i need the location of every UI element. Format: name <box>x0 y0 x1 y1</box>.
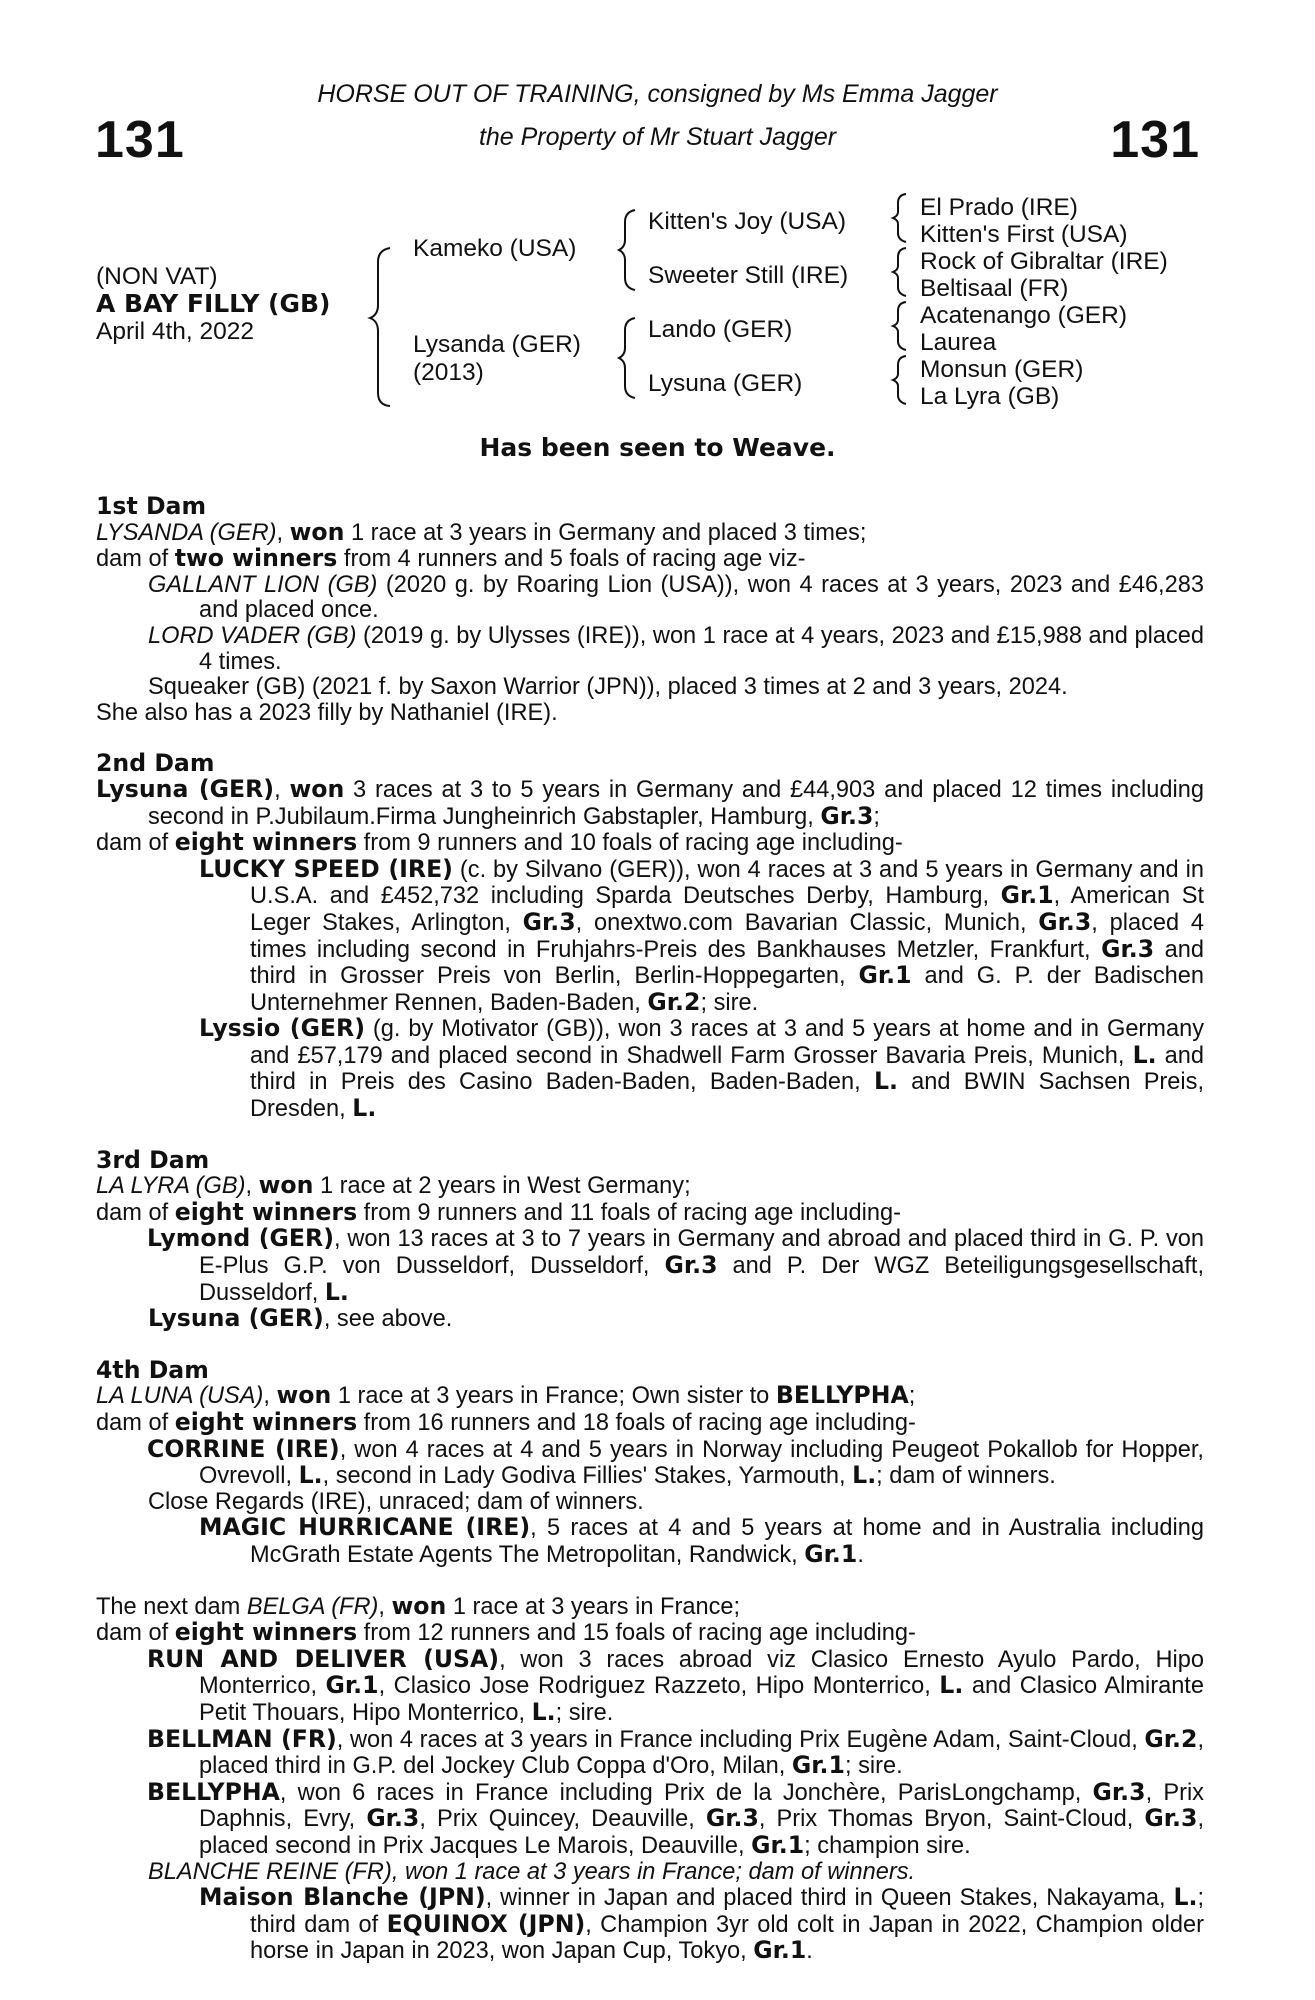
offspring-entry <box>96 1644 1204 1727</box>
text: 1 race at 3 years in France; <box>446 1593 741 1620</box>
grandsire-paternal: Kitten's Joy (USA) <box>648 208 847 235</box>
offspring-entry <box>96 1515 1204 1568</box>
offspring-entry <box>96 1306 1204 1333</box>
grade: Gr.3 <box>705 1804 759 1833</box>
text: from 9 runners and 11 foals of racing age including- <box>357 1199 901 1226</box>
grade: L. <box>873 1067 898 1096</box>
text: , Prix Quincey, Deauville, <box>419 1806 706 1833</box>
grade: Gr.1 <box>858 961 912 990</box>
text: , won 6 races in France including Prix de la Jonchère, ParisLongchamp, <box>279 1779 1093 1806</box>
text: , second in Lady Godiva Fillies' Stakes, Yarmouth, <box>322 1463 853 1490</box>
text: , won 13 races at 3 to 7 years in Germany and abroad and placed third in G. P. von E-Plus G.P. von Dusseldorf, Dusseldorf, <box>199 1226 1204 1280</box>
text: and third in Grosser Preis von Berlin, Berlin-Hoppegarten, <box>250 936 1204 990</box>
won-label: won <box>289 517 345 546</box>
granddam-maternal: Lysuna (GER) <box>648 370 803 397</box>
vat-status: (NON VAT) <box>96 263 218 290</box>
first-dam-name: LYSANDA (GER) <box>96 519 277 546</box>
next-dam-produce <box>96 1620 1204 1647</box>
fourth-dam-record: LA LUNA (USA), won 1 race at 3 years in France; Own sister to BELLYPHA; <box>96 1381 916 1410</box>
second-dam-heading: 2nd Dam <box>96 749 215 778</box>
text: (c. by Silvano (GER)), won 4 races at 3 and 5 years in Germany and in U.S.A. and £452,732 including Sparda Deutsches Derby, Hamburg, <box>250 856 1204 910</box>
offspring-text: (2019 g. by Ulysses (IRE)), won 1 race at 4 years, 2023 and £15,988 and placed 4 times. <box>199 622 1204 675</box>
offspring-entry: Squeaker (GB) (2021 f. by Saxon Warrior (JPN)), placed 3 times at 2 and 3 years, 2024. <box>148 674 1068 701</box>
text: . <box>857 1541 864 1568</box>
winners-count: eight winners <box>174 1408 358 1436</box>
text: and BWIN Sachsen Preis, Dresden, <box>250 1069 1205 1123</box>
text: dam of <box>96 546 175 573</box>
second-dam-produce <box>96 830 1204 857</box>
grade: Gr.3 <box>1092 1777 1146 1806</box>
grade: Gr.3 <box>1144 1804 1198 1833</box>
text: from 4 runners and 5 foals of racing age viz- <box>337 546 806 573</box>
offspring-name: LORD VADER (GB) <box>148 622 357 649</box>
text: , see above. <box>323 1306 453 1333</box>
winners-count: eight winners <box>174 1197 358 1226</box>
grade: L. <box>939 1671 964 1700</box>
text: , won 4 races at 4 and 5 years in Norway including Peugeot Pokallob for Hopper, Ovrevoll, <box>199 1436 1204 1490</box>
text: and Clasico Almirante Petit Thouars, Hipo Monterrico, <box>199 1673 1204 1726</box>
offspring-entry: BLANCHE REINE (FR), won 1 race at 3 years in France; dam of winners. <box>148 1858 916 1885</box>
text: 3 races at 3 to 5 years in Germany and £44,903 and placed 12 times including second in P.Jubilaum.Firma Jungheinrich Gabstapler, Hamburg, <box>148 776 1204 830</box>
text: , Champion 3yr old colt in Japan in 2022, Champion older horse in Japan in 2023, won Japan Cup, Tokyo, <box>250 1911 1204 1965</box>
second-dam-record: Lysuna (GER), won 3 races at 3 to 5 years in Germany and £44,903 and placed 12 times including second in P.Jubilaum.Firma Jungheinrich Gabstapler, Hamburg, Gr.3; <box>96 774 1204 830</box>
text: , Prix Thomas Bryon, Saint-Cloud, <box>758 1806 1145 1833</box>
text: (g. by Motivator (GB)), won 3 races at 3 and 5 years at home and in Germany and £57,179 and placed second in Shadwell Farm Grosser Bavaria Preis, Munich, <box>250 1016 1204 1069</box>
text: dam of <box>96 1199 175 1226</box>
third-dam-name: LA LYRA (GB) <box>96 1173 246 1200</box>
text: , won 3 races abroad viz Clasico Ernesto Ayulo Pardo, Hipo Monterrico, <box>199 1646 1204 1700</box>
text: dam of <box>96 830 175 857</box>
text: , placed second in Prix Jacques Le Marois, Deauville, <box>199 1806 1204 1859</box>
offspring-name: Lysuna (GER) <box>148 1304 324 1333</box>
text: dam of <box>96 1410 175 1436</box>
won-label: won <box>276 1381 332 1410</box>
offspring-entry <box>96 1885 1204 1965</box>
dam: Lysanda (GER) <box>413 331 581 358</box>
text: , Prix Daphnis, Evry, <box>199 1779 1204 1833</box>
won-label: won <box>258 1171 314 1200</box>
text: , 5 races at 4 and 5 years at home and in Australia including McGrath Estate Agents The Metropolitan, Randwick, <box>250 1515 1204 1568</box>
grade: L. <box>298 1461 323 1490</box>
first-dam-text: 1 race at 3 years in Germany and placed 3 times; <box>344 519 867 546</box>
first-dam-produce <box>96 546 1204 573</box>
foaling-date: April 4th, 2022 <box>96 318 254 345</box>
text: ; sire. <box>555 1699 614 1726</box>
pedigree-notes <box>96 494 1204 1965</box>
text: ; <box>908 1383 916 1410</box>
offspring-entry: Close Regards (IRE), unraced; dam of winners. <box>148 1488 644 1515</box>
offspring-name: Maison Blanche (JPN) <box>199 1883 486 1912</box>
offspring-name: Lymond (GER) <box>147 1224 334 1253</box>
grade: Gr.1 <box>751 1830 805 1859</box>
grade: Gr.3 <box>1038 907 1092 936</box>
grade: L. <box>324 1277 349 1306</box>
third-dam-heading: 3rd Dam <box>96 1145 210 1174</box>
text: , Clasico Jose Rodriguez Razzeto, Hipo Monterrico, <box>378 1673 940 1700</box>
offspring-entry <box>96 854 1204 1017</box>
great-ancestor: Beltisaal (FR) <box>920 275 1069 302</box>
first-dam-heading: 1st Dam <box>96 492 207 520</box>
grade: Gr.3 <box>366 1804 420 1833</box>
text: , onextwo.com Bavarian Classic, Munich, <box>575 909 1039 936</box>
text: ; <box>873 803 880 830</box>
subject-name: A BAY FILLY (GB) <box>96 289 331 318</box>
offspring-name: RUN AND DELIVER (USA) <box>147 1644 500 1673</box>
text: , won 4 races at 3 years in France including Prix Eugène Adam, Saint-Cloud, <box>336 1726 1145 1753</box>
grade: Gr.1 <box>1000 881 1054 910</box>
won-label: won <box>289 774 345 803</box>
sire: Kameko (USA) <box>413 235 577 262</box>
grade: Gr.3 <box>820 801 874 830</box>
second-dam-name: Lysuna (GER) <box>96 774 275 803</box>
fourth-dam-produce <box>96 1410 1204 1437</box>
winners-count: two winners <box>174 544 338 573</box>
text: 1 race at 3 years in France; Own sister to <box>331 1383 776 1410</box>
offspring-entry <box>96 573 1204 624</box>
lot-number-right: 131 <box>1110 111 1200 169</box>
grade: Gr.1 <box>804 1539 858 1568</box>
offspring-name: CORRINE (IRE) <box>147 1434 340 1463</box>
great-ancestor: Monsun (GER) <box>920 356 1084 383</box>
grade: Gr.3 <box>664 1251 718 1280</box>
text: ; champion sire. <box>804 1832 971 1859</box>
grade: Gr.2 <box>647 987 701 1016</box>
great-ancestor: El Prado (IRE) <box>920 194 1078 221</box>
grandsire-maternal: Lando (GER) <box>648 316 793 343</box>
third-dam-record: LA LYRA (GB), won 1 race at 2 years in West Germany; <box>96 1171 691 1200</box>
offspring-entry <box>96 1777 1204 1860</box>
text: The next dam <box>96 1593 247 1620</box>
offspring-name: Lyssio (GER) <box>199 1014 365 1043</box>
grade: L. <box>1173 1883 1198 1912</box>
offspring-name: MAGIC HURRICANE (IRE) <box>199 1513 531 1542</box>
great-ancestor: Kitten's First (USA) <box>920 221 1128 248</box>
offspring-entry <box>96 1016 1204 1122</box>
great-ancestor: Rock of Gibraltar (IRE) <box>920 248 1168 275</box>
descendant-name: EQUINOX (JPN) <box>386 1909 586 1938</box>
lot-number-left: 131 <box>95 111 185 169</box>
grade: L. <box>352 1094 377 1123</box>
grade: Gr.1 <box>325 1671 379 1700</box>
offspring-entry <box>96 1434 1204 1490</box>
fourth-dam-heading: 4th Dam <box>96 1355 209 1384</box>
text: , placed third in G.P. del Jockey Club Coppa d'Oro, Milan, <box>199 1726 1204 1780</box>
grade: Gr.3 <box>1101 934 1155 963</box>
granddam-paternal: Sweeter Still (IRE) <box>648 262 849 289</box>
text: , placed 4 times including second in Fruhjahrs-Preis des Bankhauses Metzler, Frankfurt, <box>250 909 1204 963</box>
text: . <box>806 1938 813 1965</box>
text: , winner in Japan and placed third in Queen Stakes, Nakayama, <box>485 1885 1174 1912</box>
text: , American St Leger Stakes, Arlington, <box>250 883 1204 936</box>
next-dam-record: The next dam BELGA (FR), won 1 race at 3 years in France; <box>96 1591 741 1620</box>
text: ; dam of winners. <box>876 1463 1056 1490</box>
great-ancestor: La Lyra (GB) <box>920 383 1060 410</box>
offspring-name: LUCKY SPEED (IRE) <box>199 854 453 883</box>
offspring-name: BELLMAN (FR) <box>147 1724 337 1753</box>
offspring-entry <box>96 624 1204 675</box>
offspring-entry <box>96 1226 1204 1306</box>
grade: Gr.3 <box>522 907 576 936</box>
offspring-entry <box>96 1724 1204 1780</box>
grade: Gr.2 <box>1144 1724 1198 1753</box>
text: ; sire. <box>844 1753 903 1780</box>
grade: L. <box>1132 1040 1157 1069</box>
winners-count: eight winners <box>174 828 358 857</box>
text: ; sire. <box>700 989 759 1016</box>
property-line: the Property of Mr Stuart Jagger <box>478 123 837 151</box>
offspring-name: GALLANT LION (GB) <box>148 571 378 598</box>
additional-foal: She also has a 2023 filly by Nathaniel (IRE). <box>96 699 558 726</box>
great-ancestor: Acatenango (GER) <box>920 302 1127 329</box>
text: from 9 runners and 10 foals of racing age including- <box>357 830 903 857</box>
vice-note: Has been seen to Weave. <box>479 433 836 462</box>
text: from 16 runners and 18 foals of racing age including- <box>357 1410 916 1436</box>
text: and third in Preis des Casino Baden-Baden, Baden-Baden, <box>250 1042 1205 1096</box>
grade: L. <box>852 1461 877 1490</box>
consignor-line: HORSE OUT OF TRAINING, consigned by Ms Emma Jagger <box>317 80 998 108</box>
won-label: won <box>391 1591 447 1620</box>
third-dam-produce <box>96 1197 1204 1227</box>
text: 1 race at 2 years in West Germany; <box>313 1173 691 1200</box>
dam-year: (2013) <box>413 359 484 386</box>
grade: Gr.1 <box>791 1751 845 1780</box>
sibling-name: BELLYPHA <box>775 1381 909 1410</box>
text: dam of <box>96 1620 175 1647</box>
grade: Gr.1 <box>753 1936 807 1965</box>
first-dam-record: LYSANDA (GER), won 1 race at 3 years in Germany and placed 3 times; <box>96 517 867 546</box>
winners-count: eight winners <box>174 1618 358 1647</box>
offspring-name: BELLYPHA <box>147 1777 280 1806</box>
grade: L. <box>531 1697 556 1726</box>
text: ; third dam of <box>250 1885 1204 1938</box>
text: from 12 runners and 15 foals of racing age including- <box>357 1620 916 1647</box>
text: and P. Der WGZ Beteiligungsgesellschaft, Dusseldorf, <box>199 1253 1205 1306</box>
next-dam-name: BELGA (FR) <box>246 1593 379 1620</box>
great-ancestor: Laurea <box>920 329 997 356</box>
offspring-text: (2020 g. by Roaring Lion (USA)), won 4 races at 3 years, 2023 and £46,283 and placed once. <box>199 571 1204 624</box>
text: and G. P. der Badischen Unternehmer Rennen, Baden-Baden, <box>250 963 1204 1016</box>
fourth-dam-name: LA LUNA (USA) <box>96 1383 264 1410</box>
